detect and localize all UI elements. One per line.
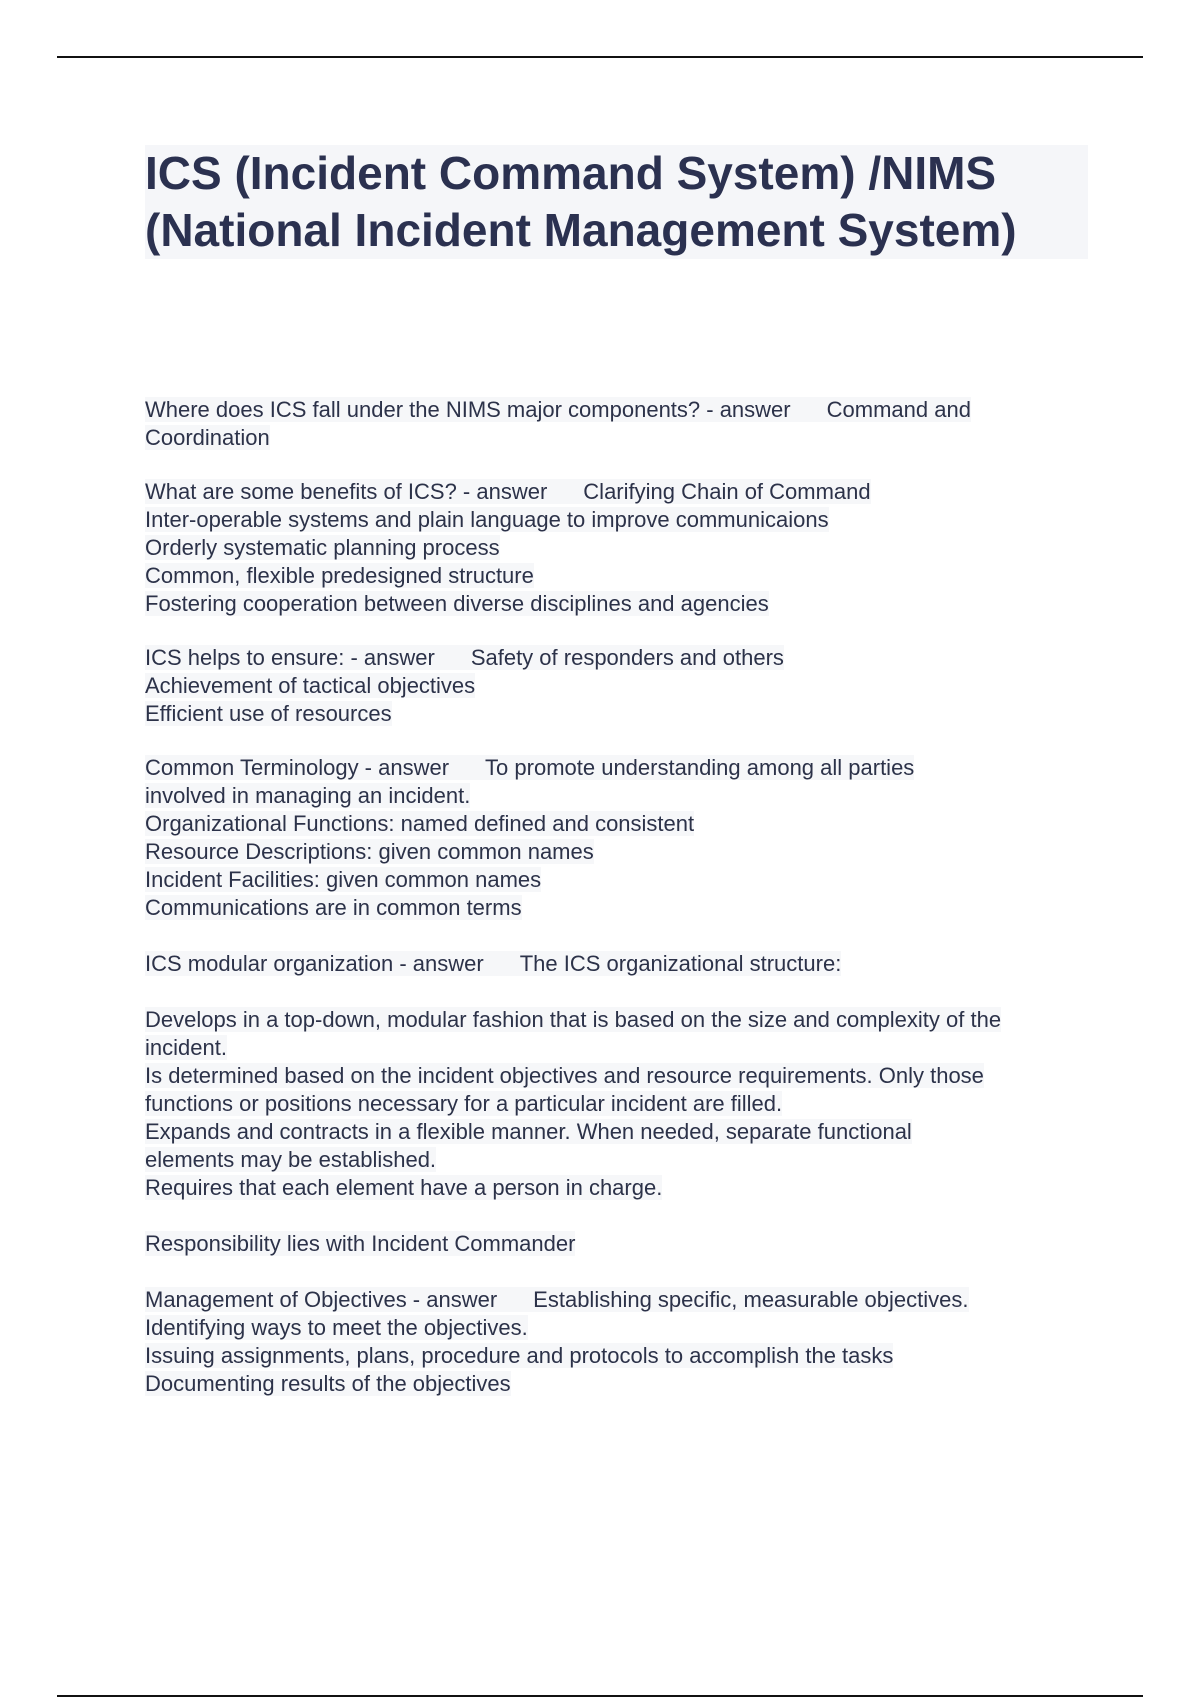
card-answer-line: Issuing assignments, plans, procedure and protocols to accomplish the tasks	[145, 1343, 894, 1368]
title-line-1: ICS (Incident Command System) /NIMS	[145, 147, 997, 199]
paragraph-line: elements may be established.	[145, 1147, 437, 1172]
card-answer-line: Inter-operable systems and plain language to improve communicaions	[145, 507, 829, 532]
flashcard-list	[145, 396, 1090, 1398]
paragraph-line: Requires that each element have a person in charge.	[145, 1175, 663, 1200]
flashcard-common-terminology	[145, 754, 1090, 922]
paragraph-line: Responsibility lies with Incident Commander	[145, 1231, 576, 1256]
document-title	[145, 145, 1088, 259]
paragraph-line: incident.	[145, 1035, 227, 1060]
top-rule	[57, 56, 1143, 58]
card-first-line	[145, 1286, 1090, 1314]
flashcard-nims-components	[145, 396, 1090, 452]
card-answer-line: Incident Facilities: given common names	[145, 867, 542, 892]
responsibility-note	[145, 1230, 1090, 1258]
flashcard-management-objectives	[145, 1286, 1090, 1398]
card-first-line	[145, 478, 1090, 506]
card-answer-line: Coordination	[145, 425, 270, 450]
card-question: ICS helps to ensure: - answer	[145, 645, 435, 670]
card-answer-line: Orderly systematic planning process	[145, 535, 500, 560]
card-question: What are some benefits of ICS? - answer	[145, 479, 548, 504]
modular-structure-description	[145, 1006, 1090, 1202]
paragraph-line: functions or positions necessary for a particular incident are filled.	[145, 1091, 783, 1116]
card-question: Where does ICS fall under the NIMS major components? - answer	[145, 397, 791, 422]
card-answer: The ICS organizational structure:	[519, 951, 842, 976]
paragraph-line: Develops in a top-down, modular fashion that is based on the size and complexity of the	[145, 1007, 1002, 1032]
card-answer-line: Communications are in common terms	[145, 895, 522, 920]
card-answer: Establishing specific, measurable objectives.	[533, 1287, 969, 1312]
flashcard-ics-ensures	[145, 644, 1090, 728]
flashcard-ics-benefits	[145, 478, 1090, 618]
card-answer: Clarifying Chain of Command	[583, 479, 871, 504]
card-answer-line: Achievement of tactical objectives	[145, 673, 476, 698]
title-line-2: (National Incident Management System)	[145, 204, 1017, 256]
paragraph-line: Expands and contracts in a flexible manner. When needed, separate functional	[145, 1119, 912, 1144]
card-answer-line: Organizational Functions: named defined and consistent	[145, 811, 695, 836]
card-answer-line: involved in managing an incident.	[145, 783, 471, 808]
bottom-rule	[57, 1695, 1143, 1697]
card-answer: To promote understanding among all parties	[485, 755, 915, 780]
card-question: Management of Objectives - answer	[145, 1287, 498, 1312]
paragraph-line: Is determined based on the incident objectives and resource requirements. Only those	[145, 1063, 984, 1088]
card-answer-line: Fostering cooperation between diverse disciplines and agencies	[145, 591, 769, 616]
card-answer: Safety of responders and others	[470, 645, 784, 670]
card-answer-line: Resource Descriptions: given common names	[145, 839, 594, 864]
card-answer-line: Common, flexible predesigned structure	[145, 563, 534, 588]
card-answer: Command and	[826, 397, 971, 422]
flashcard-modular-organization	[145, 950, 1090, 978]
card-answer-line: Documenting results of the objectives	[145, 1371, 511, 1396]
card-first-line	[145, 396, 1090, 424]
card-question: Common Terminology - answer	[145, 755, 450, 780]
card-answer-line: Efficient use of resources	[145, 701, 392, 726]
card-first-line	[145, 950, 1090, 978]
card-first-line	[145, 754, 1090, 782]
card-answer-line: Identifying ways to meet the objectives.	[145, 1315, 528, 1340]
card-question: ICS modular organization - answer	[145, 951, 484, 976]
card-first-line	[145, 644, 1090, 672]
